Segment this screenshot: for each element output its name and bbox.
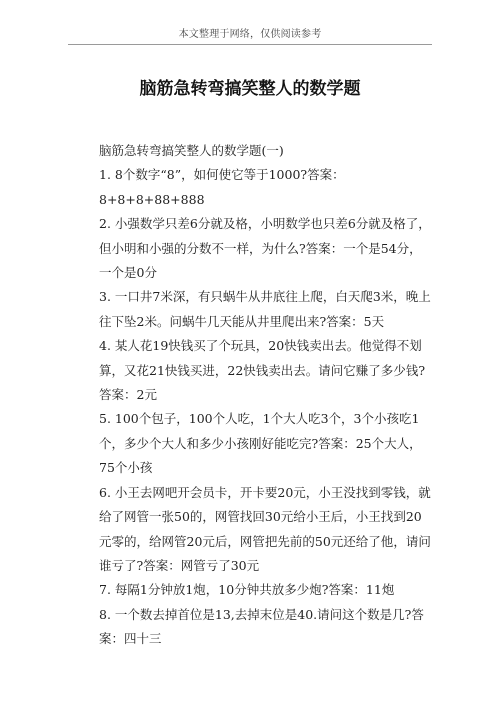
header-note: 本文整理于网络，仅供阅读参考 [178, 29, 322, 40]
question-item: 3. 一口井7米深，有只蜗牛从井底往上爬，白天爬3米，晚上往下坠2米。问蜗牛几天能从井里爬出来?答案：5天 [99, 289, 431, 329]
question-item: 4. 某人花19快钱买了个玩具，20快钱卖出去。他觉得不划算，又花21快钱买进，22快钱卖出去。请问它赚了多少钱?答案：2元 [99, 338, 426, 403]
question-item: 1. 8个数字“8”，如何使它等于1000?答案：8+8+8+88+888 [99, 167, 345, 207]
question-item: 8. 一个数去掉首位是13,去掉末位是40.请问这个数是几?答案：四十三 [99, 606, 424, 647]
question-item: 5. 100个包子，100个人吃，1个大人吃3个，3个小孩吃1个，多少个大人和多少小孩刚好能吃完?答案：25个大人，75个小孩 [99, 411, 422, 476]
question-item: 6. 小王去网吧开会员卡，开卡要20元，小王没找到零钱，就给了网管一张50的，网管找回30元给小王后，小王找到20元零的，给网管20元后，网管把先前的50元还给了他，请问谁亏了?答案：网管亏了30元 [99, 484, 431, 573]
header-divider [68, 44, 432, 45]
question-item: 2. 小强数学只差6分就及格，小明数学也只差6分就及格了，但小明和小强的分数不一样，为什么?答案：一个是54分，一个是0分 [99, 216, 431, 281]
document-body [99, 139, 431, 652]
question-item: 7. 每隔1分钟放1炮，10分钟共放多少炮?答案：11炮 [99, 582, 395, 598]
section-subtitle: 脑筋急转弯搞笑整人的数学题(一) [99, 143, 284, 158]
document-title: 脑筋急转弯搞笑整人的数学题 [139, 79, 361, 99]
